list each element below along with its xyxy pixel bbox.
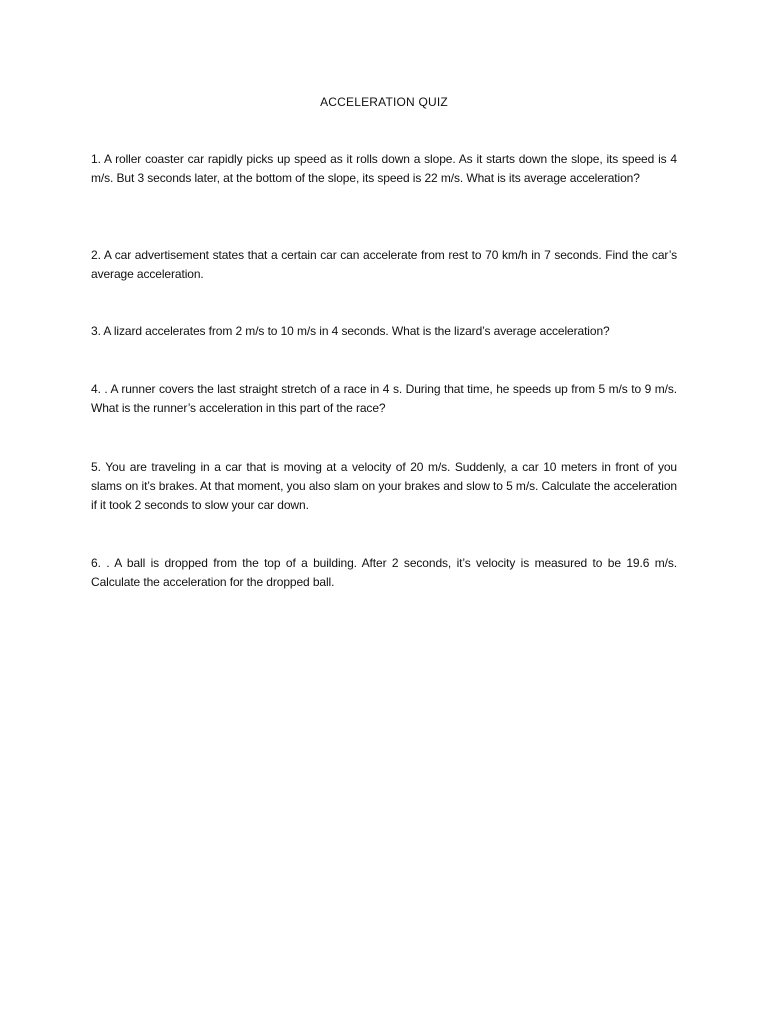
question-1: 1. A roller coaster car rapidly picks up speed as it rolls down a slope. As it starts down the slope, its speed is 4 m/s. But 3 seconds later, at the bottom of the slope, its speed is 22 m/s. What is its average acceleration? <box>91 152 677 185</box>
question-4: 4. . A runner covers the last straight stretch of a race in 4 s. During that time, he speeds up from 5 m/s to 9 m/s. What is the runner’s acceleration in this part of the race? <box>91 382 677 415</box>
question-6: 6. . A ball is dropped from the top of a building. After 2 seconds, it’s velocity is measured to be 19.6 m/s. Calculate the acceleration for the dropped ball. <box>91 556 677 589</box>
question-3: 3. A lizard accelerates from 2 m/s to 10 m/s in 4 seconds. What is the lizard’s average acceleration? <box>91 324 610 338</box>
page-title: ACCELERATION QUIZ <box>320 95 448 109</box>
question-5: 5. You are traveling in a car that is moving at a velocity of 20 m/s. Suddenly, a car 10 meters in front of you slams on it’s brakes. At that moment, you also slam on your brakes and slow to 5 m/s. Calculate the acceleration if it took 2 seconds to slow your car down. <box>91 460 677 512</box>
question-2: 2. A car advertisement states that a certain car can accelerate from rest to 70 km/h in 7 seconds. Find the car’s average acceleration. <box>91 248 677 281</box>
